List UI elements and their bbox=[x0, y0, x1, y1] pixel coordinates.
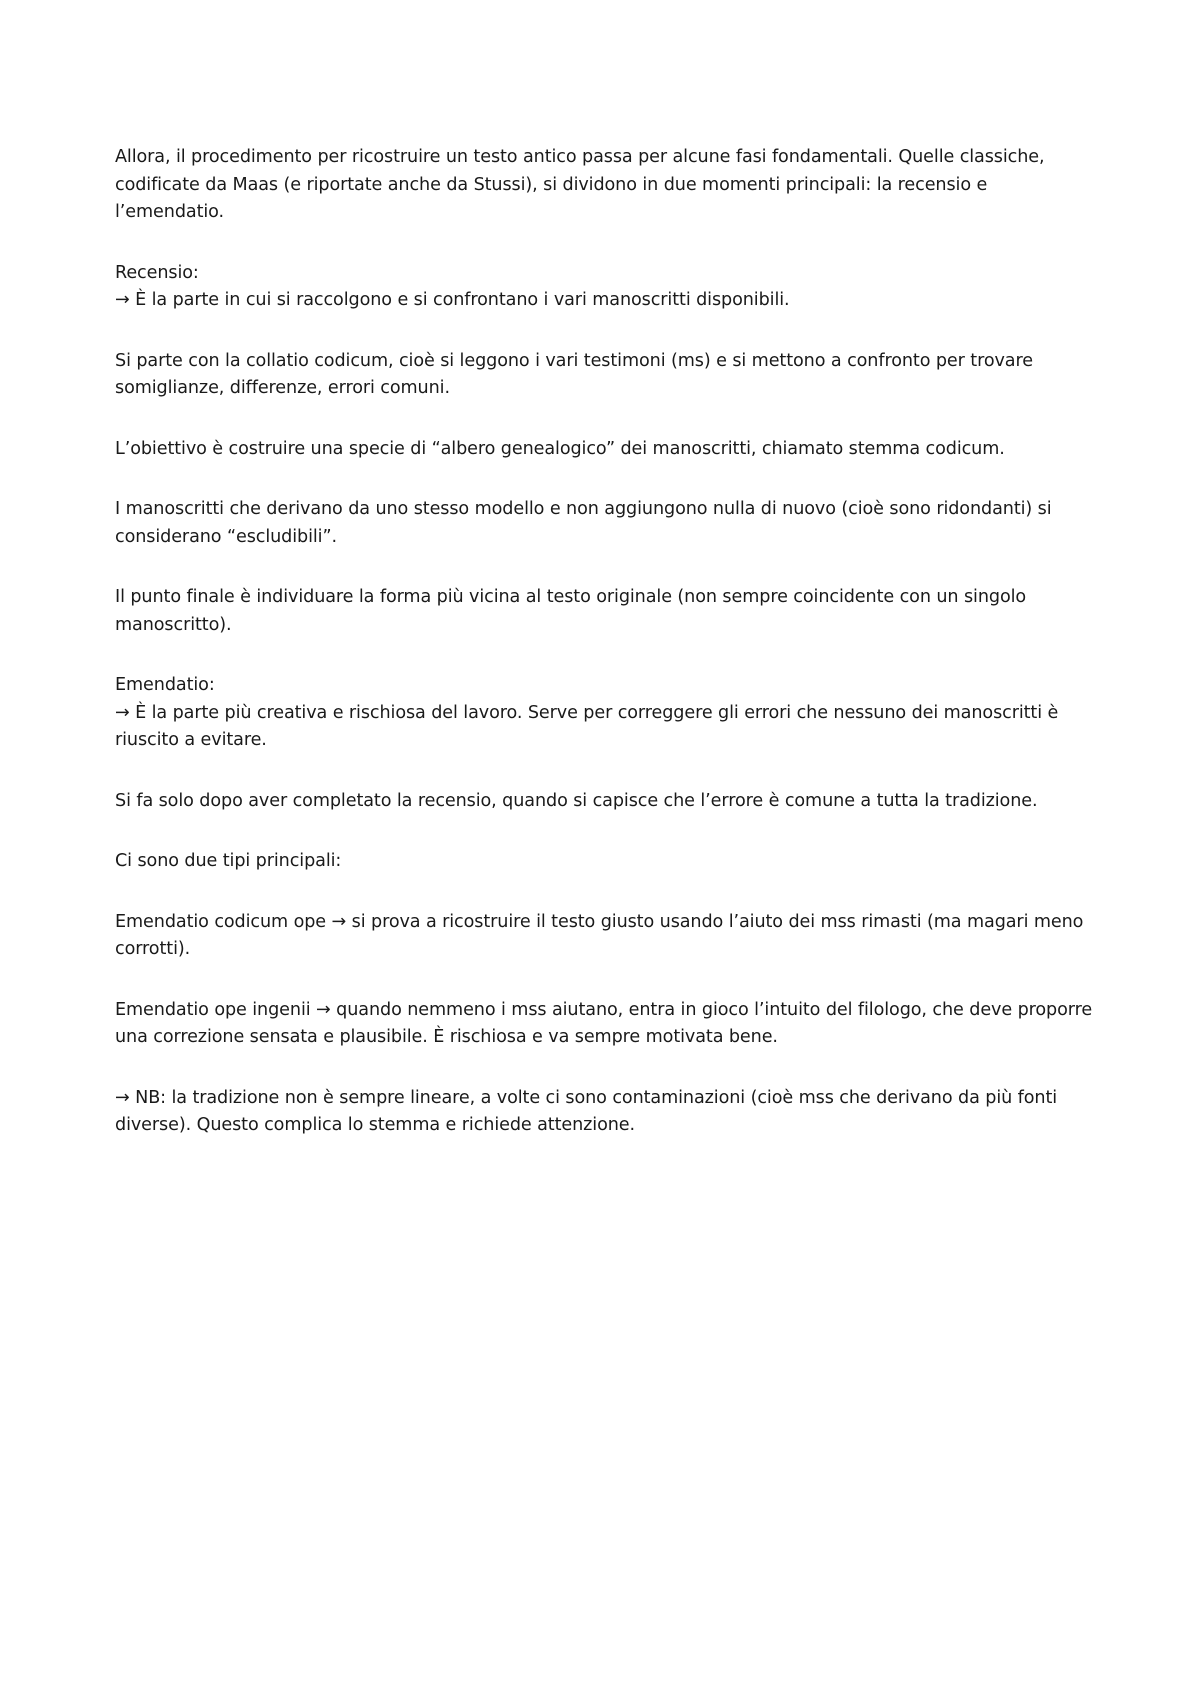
intro-paragraph: Allora, il procedimento per ricostruire un testo antico passa per alcune fasi fondamentali. Quelle classiche, codificate da Maas (e riportate anche da Stussi), si dividono in due momenti principali: la recensio e l’emendatio. bbox=[115, 147, 1045, 222]
codicum-ope-paragraph: Emendatio codicum ope → si prova a ricostruire il testo giusto usando l’aiuto dei mss rimasti (ma magari meno corrotti). bbox=[115, 911, 1084, 959]
collatio-paragraph: Si parte con la collatio codicum, cioè si leggono i vari testimoni (ms) e si mettono a confronto per trovare somiglianze, differenze, errori comuni. bbox=[115, 350, 1033, 398]
final-point-paragraph: Il punto finale è individuare la forma più vicina al testo originale (non sempre coincidente con un singolo manoscritto). bbox=[115, 587, 1027, 635]
stemma-paragraph: L’obiettivo è costruire una specie di “albero genealogico” dei manoscritti, chiamato stemma codicum. bbox=[115, 438, 1005, 459]
emendatio-timing-paragraph: Si fa solo dopo aver completato la recensio, quando si capisce che l’errore è comune a tutta la tradizione. bbox=[115, 790, 1038, 811]
recensio-definition: → È la parte in cui si raccolgono e si confrontano i vari manoscritti disponibili. bbox=[115, 290, 790, 310]
nb-paragraph: → NB: la tradizione non è sempre lineare, a volte ci sono contaminazioni (cioè mss che derivano da più fonti diverse). Questo complica lo stemma e richiede attenzione. bbox=[115, 1087, 1058, 1135]
document-body bbox=[115, 144, 1095, 1140]
emendatio-heading: Emendatio: bbox=[115, 675, 215, 695]
ope-ingenii-paragraph: Emendatio ope ingenii → quando nemmeno i mss aiutano, entra in gioco l’intuito del filologo, che deve proporre una correzione sensata e plausibile. È rischiosa e va sempre motivata bene. bbox=[115, 999, 1093, 1047]
types-intro-paragraph: Ci sono due tipi principali: bbox=[115, 851, 342, 871]
emendatio-definition: → È la parte più creativa e rischiosa del lavoro. Serve per correggere gli errori che nessuno dei manoscritti è riuscito a evitare. bbox=[115, 702, 1059, 750]
escludibili-paragraph: I manoscritti che derivano da uno stesso modello e non aggiungono nulla di nuovo (cioè sono ridondanti) si considerano “escludibili”. bbox=[115, 499, 1052, 547]
recensio-heading: Recensio: bbox=[115, 262, 199, 283]
